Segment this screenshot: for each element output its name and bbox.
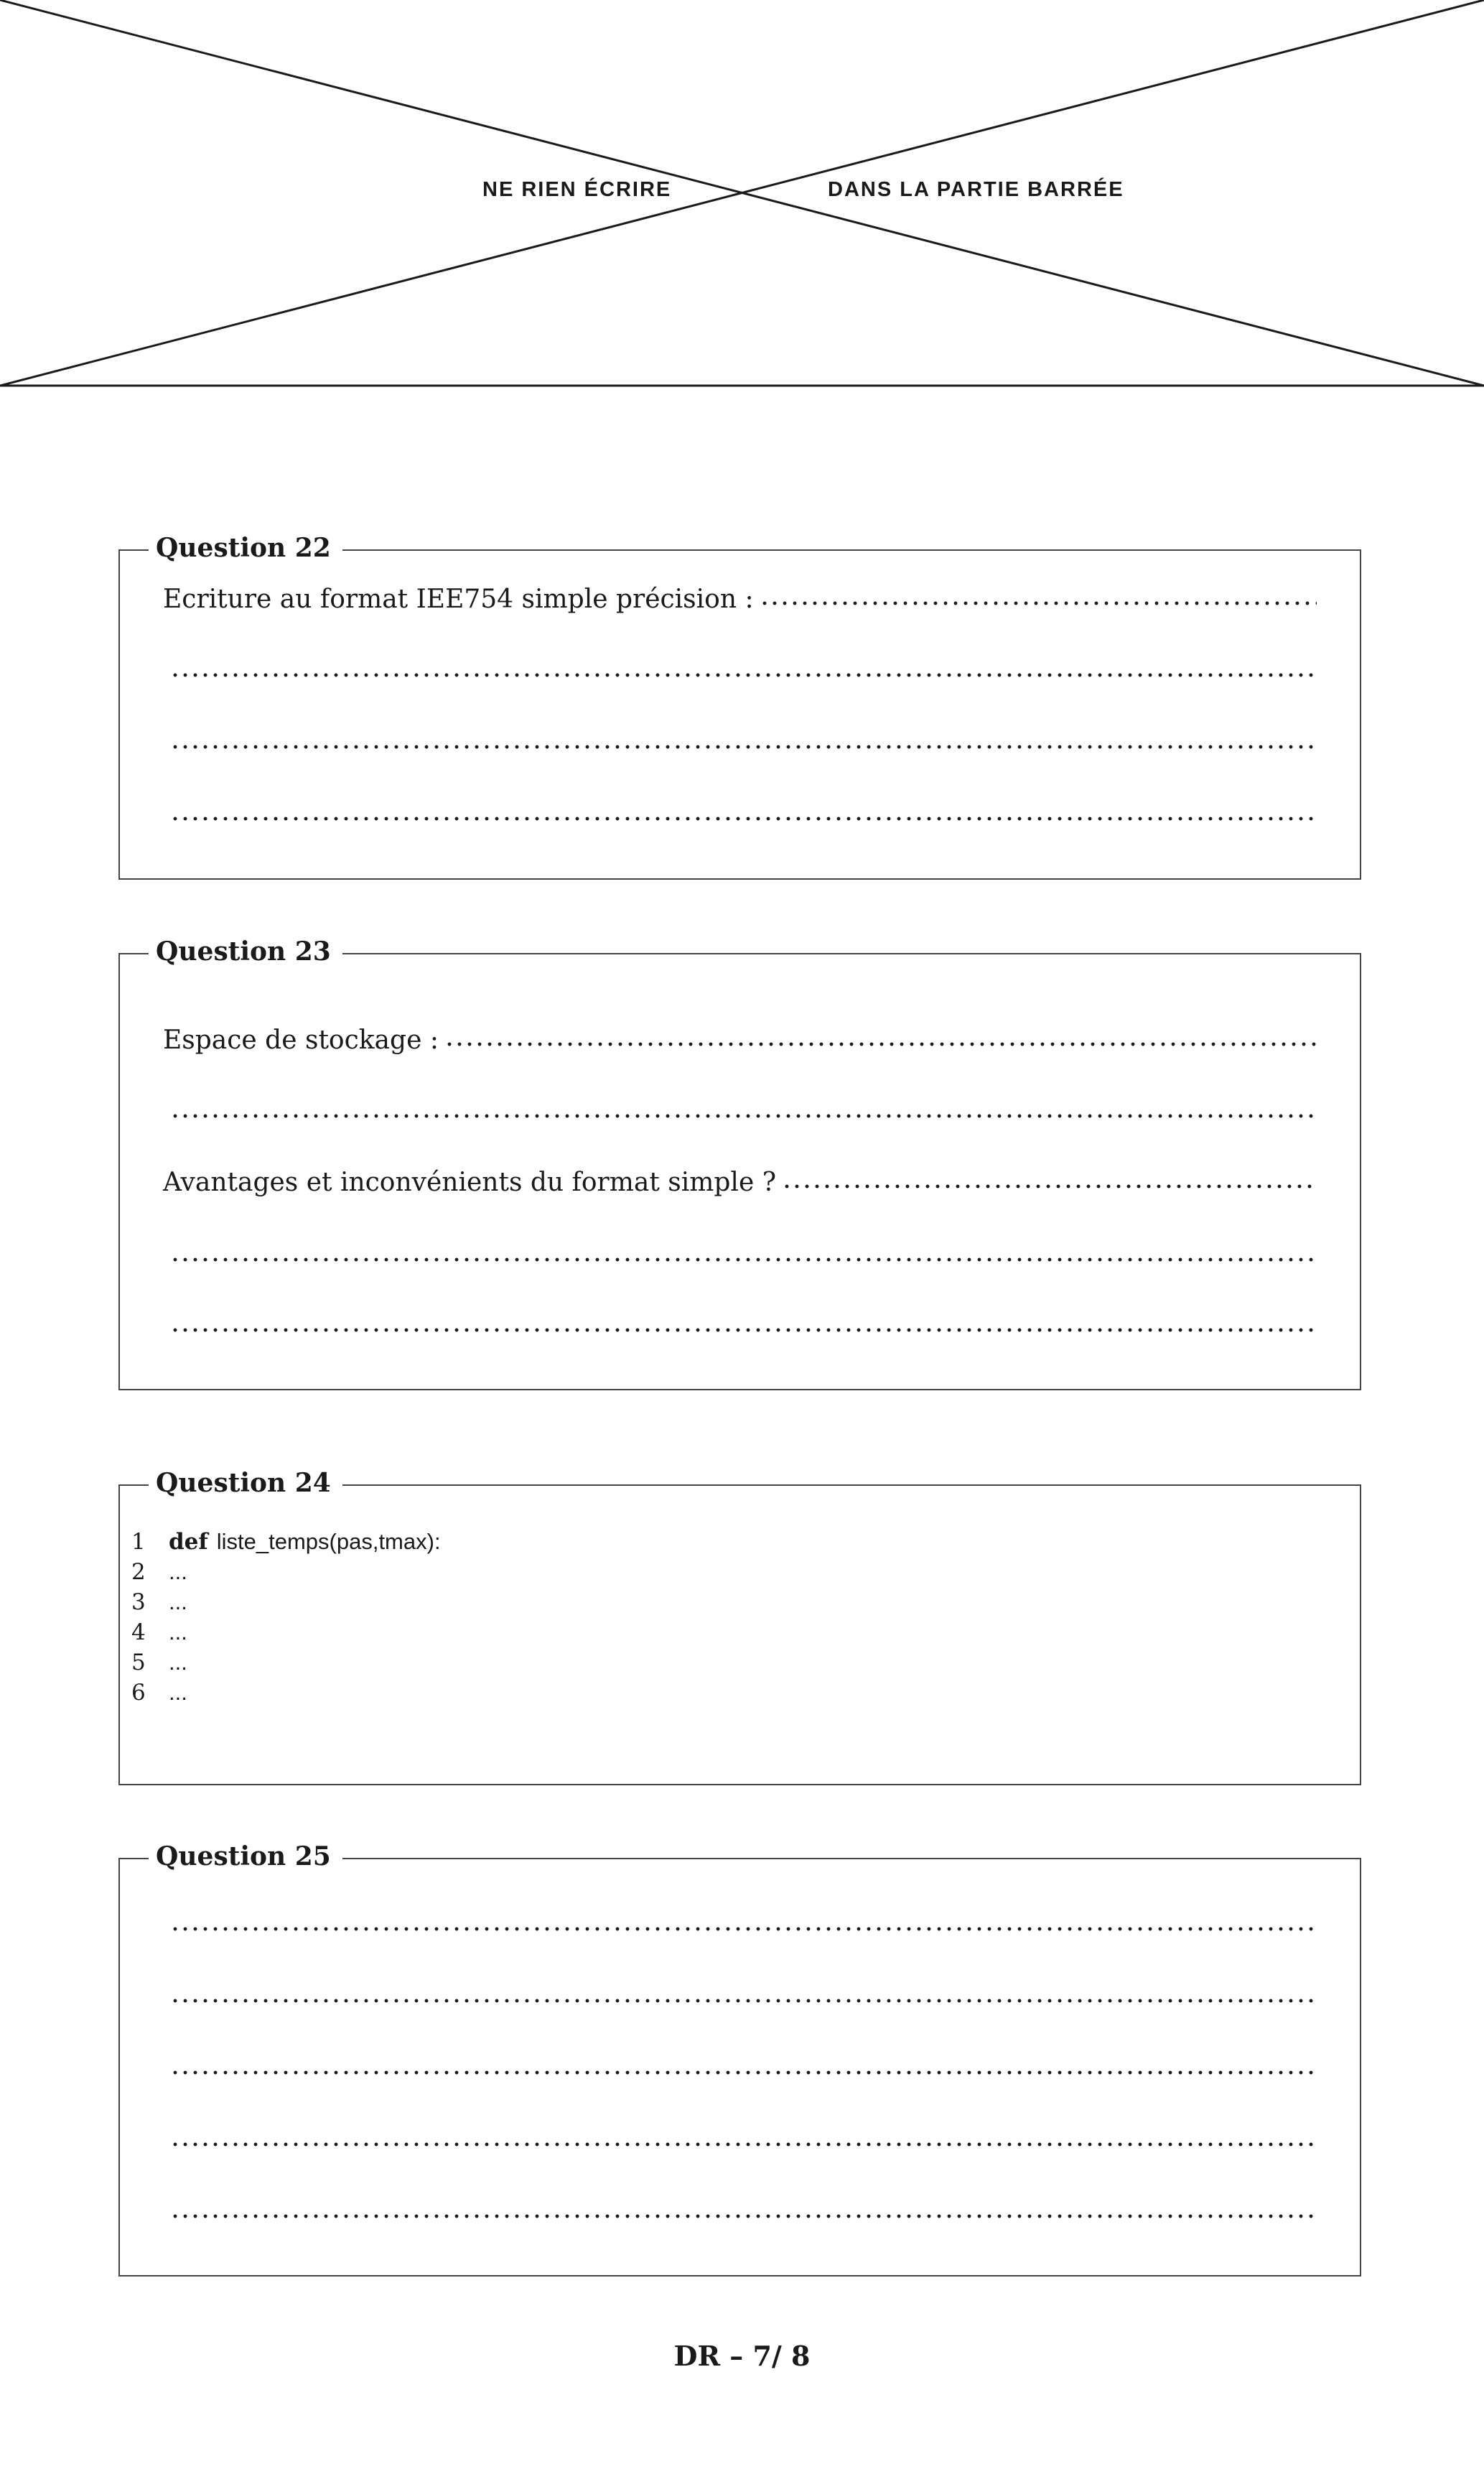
q23-answer-line-1[interactable]	[163, 1019, 1317, 1055]
q23-answer-line-3[interactable]	[163, 1161, 1317, 1197]
q25-answer-line-1[interactable]	[170, 1904, 1317, 1940]
question-25-box	[118, 1841, 1361, 2277]
question-24-box	[118, 1468, 1361, 1785]
barred-zone	[0, 0, 1484, 391]
dotted-answer-line[interactable]	[760, 600, 1317, 607]
code-line-number: 2	[131, 1559, 146, 1585]
code-keyword: def	[169, 1529, 208, 1555]
code-content: ...	[169, 1680, 187, 1705]
code-line-5[interactable]	[131, 1647, 187, 1678]
q25-answer-line-5[interactable]	[170, 2191, 1317, 2227]
dotted-answer-line[interactable]	[170, 2141, 1317, 2148]
code-content: liste_temps(pas,tmax):	[216, 1529, 441, 1554]
q23-prompt-storage: Espace de stockage :	[163, 1026, 439, 1055]
question-22-title: Question 22	[149, 531, 342, 565]
q23-answer-line-2[interactable]	[170, 1091, 1317, 1127]
dotted-answer-line[interactable]	[170, 1925, 1317, 1933]
dotted-answer-line[interactable]	[170, 2213, 1317, 2220]
barred-cross-lines	[0, 0, 1484, 391]
dotted-answer-line[interactable]	[170, 815, 1317, 822]
q22-answer-line-3[interactable]	[170, 722, 1317, 758]
dotted-answer-line[interactable]	[170, 1326, 1317, 1334]
q22-answer-line-1[interactable]	[163, 578, 1317, 614]
code-line-number: 5	[131, 1650, 146, 1675]
q23-answer-line-4[interactable]	[170, 1234, 1317, 1270]
code-content: ...	[169, 1589, 187, 1614]
code-line-4[interactable]	[131, 1617, 187, 1647]
question-24-title: Question 24	[149, 1466, 342, 1500]
dotted-answer-line[interactable]	[170, 1112, 1317, 1120]
code-line-6[interactable]	[131, 1678, 187, 1708]
code-content: ...	[169, 1619, 187, 1645]
code-line-number: 4	[131, 1619, 146, 1645]
dotted-answer-line[interactable]	[170, 1997, 1317, 2004]
dotted-answer-line[interactable]	[170, 2069, 1317, 2076]
dotted-answer-line[interactable]	[444, 1041, 1317, 1048]
q25-answer-line-4[interactable]	[170, 2119, 1317, 2155]
dotted-answer-line[interactable]	[170, 671, 1317, 679]
q22-answer-line-2[interactable]	[170, 650, 1317, 686]
code-line-number: 6	[131, 1680, 146, 1706]
q25-answer-line-3[interactable]	[170, 2047, 1317, 2083]
barred-notice-right: DANS LA PARTIE BARRÉE	[828, 178, 1124, 201]
code-line-1[interactable]	[131, 1527, 441, 1557]
code-line-number: 3	[131, 1589, 146, 1615]
dotted-answer-line[interactable]	[170, 743, 1317, 750]
code-content: ...	[169, 1650, 187, 1675]
code-line-number: 1	[131, 1529, 146, 1555]
question-25-title: Question 25	[149, 1839, 342, 1874]
q23-answer-line-5[interactable]	[170, 1305, 1317, 1341]
code-content: ...	[169, 1559, 187, 1584]
question-23-title: Question 23	[149, 934, 342, 969]
barred-notice-left: NE RIEN ÉCRIRE	[482, 178, 672, 201]
page-number: DR – 7/ 8	[673, 2340, 811, 2372]
q23-prompt-pros-cons: Avantages et inconvénients du format simple ?	[163, 1168, 776, 1197]
dotted-answer-line[interactable]	[170, 1256, 1317, 1263]
code-line-3[interactable]	[131, 1587, 187, 1617]
dotted-answer-line[interactable]	[782, 1183, 1317, 1190]
question-22-box	[118, 533, 1361, 880]
question-23-box	[118, 936, 1361, 1390]
q25-answer-line-2[interactable]	[170, 1976, 1317, 2012]
q22-answer-line-4[interactable]	[170, 794, 1317, 829]
q22-prompt: Ecriture au format IEE754 simple précision :	[163, 585, 754, 614]
code-line-2[interactable]	[131, 1557, 187, 1587]
